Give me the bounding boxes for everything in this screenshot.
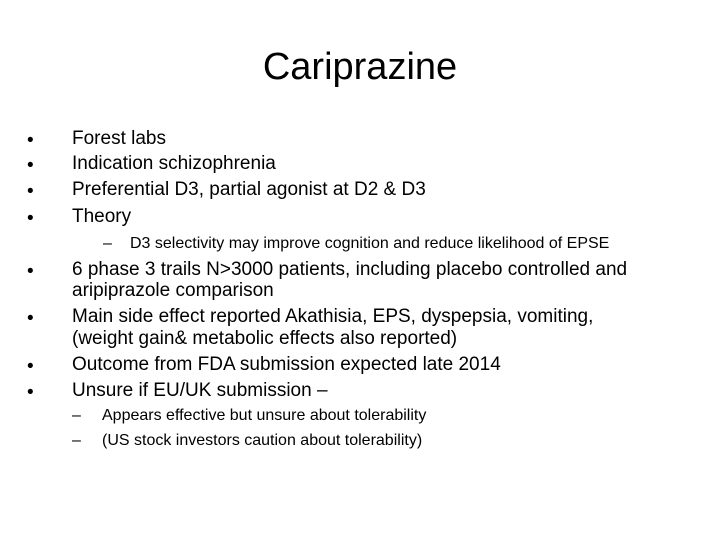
bullet-text: 6 phase 3 trails N>3000 patients, including placebo controlled and [72,259,628,280]
bullet-marker: • [27,208,34,229]
bullet-text: Outcome from FDA submission expected late 2014 [72,354,501,375]
bullet-text-continuation: aripiprazole comparison [72,280,274,301]
dash-marker: – [72,432,81,449]
bullet-text: Unsure if EU/UK submission – [72,380,328,401]
sub-bullet-text: (US stock investors caution about tolerability) [102,432,423,449]
dash-marker: – [103,235,112,252]
sub-bullet-text: D3 selectivity may improve cognition and reduce likelihood of EPSE [130,235,610,252]
dash-marker: – [72,407,81,424]
bullet-marker: • [27,130,34,151]
bullet-text: Theory [72,206,132,227]
slide-title: Cariprazine [262,46,458,88]
bullet-marker: • [27,382,34,403]
bullet-text: Forest labs [72,128,166,149]
bullet-marker: • [27,356,34,377]
sub-bullet-text: Appears effective but unsure about tolerability [102,407,427,424]
bullet-text-continuation: (weight gain& metabolic effects also reported) [72,328,458,349]
bullet-marker: • [27,261,34,282]
bullet-text: Main side effect reported Akathisia, EPS, dyspepsia, vomiting, [72,306,594,327]
bullet-marker: • [27,181,34,202]
bullet-marker: • [27,155,34,176]
bullet-text: Preferential D3, partial agonist at D2 & D3 [72,179,426,200]
bullet-text: Indication schizophrenia [72,153,276,174]
bullet-marker: • [27,308,34,329]
